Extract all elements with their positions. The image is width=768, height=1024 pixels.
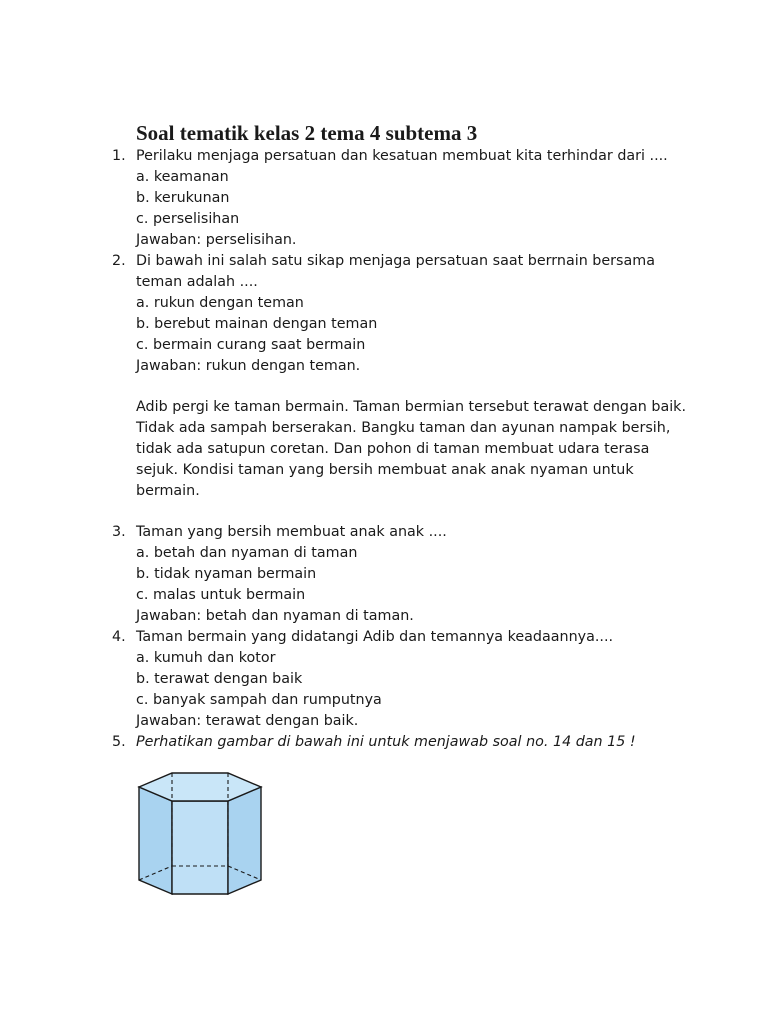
question-text: Di bawah ini salah satu sikap menjaga persatuan saat berrnain bersama [136, 253, 655, 269]
option-b: b. kerukunan [136, 190, 230, 206]
question-number: 3. [112, 524, 126, 540]
option-b: b. tidak nyaman bermain [136, 566, 317, 582]
answer-text: Jawaban: betah dan nyaman di taman. [136, 608, 414, 624]
option-a: a. kumuh dan kotor [136, 650, 276, 666]
option-b: b. berebut mainan dengan teman [136, 316, 378, 332]
passage-line: tidak ada satupun coretan. Dan pohon di taman membuat udara terasa [136, 441, 650, 457]
option-c: c. malas untuk bermain [136, 587, 306, 603]
question-number: 2. [112, 253, 126, 269]
answer-text: Jawaban: rukun dengan teman. [136, 358, 361, 374]
option-c: c. bermain curang saat bermain [136, 337, 366, 353]
option-b: b. terawat dengan baik [136, 671, 303, 687]
question-text: Taman bermain yang didatangi Adib dan temannya keadaannya.... [136, 629, 614, 645]
passage-line: Tidak ada sampah berserakan. Bangku taman dan ayunan nampak bersih, [136, 420, 671, 436]
option-c: c. banyak sampah dan rumputnya [136, 692, 382, 708]
option-a: a. keamanan [136, 169, 229, 185]
passage-line: bermain. [136, 483, 200, 499]
answer-text: Jawaban: terawat dengan baik. [136, 713, 359, 729]
question-text: Taman yang bersih membuat anak anak .... [136, 524, 447, 540]
passage-line: sejuk. Kondisi taman yang bersih membuat anak anak nyaman untuk [136, 462, 634, 478]
question-number: 5. [112, 734, 126, 750]
question-number: 4. [112, 629, 126, 645]
question-text-continued: teman adalah .... [136, 274, 258, 290]
answer-text: Jawaban: perselisihan. [136, 232, 297, 248]
option-a: a. betah dan nyaman di taman [136, 545, 358, 561]
document-title: Soal tematik kelas 2 tema 4 subtema 3 [136, 121, 478, 145]
hexagonal-prism-figure [136, 770, 270, 902]
question-instruction: Perhatikan gambar di bawah ini untuk menjawab soal no. 14 dan 15 ! [136, 734, 636, 750]
hexagonal-prism-icon [136, 770, 270, 898]
option-a: a. rukun dengan teman [136, 295, 304, 311]
question-number: 1. [112, 148, 126, 164]
option-c: c. perselisihan [136, 211, 240, 227]
passage-line: Adib pergi ke taman bermain. Taman bermian tersebut terawat dengan baik. [136, 399, 687, 415]
question-text: Perilaku menjaga persatuan dan kesatuan membuat kita terhindar dari .... [136, 148, 668, 164]
